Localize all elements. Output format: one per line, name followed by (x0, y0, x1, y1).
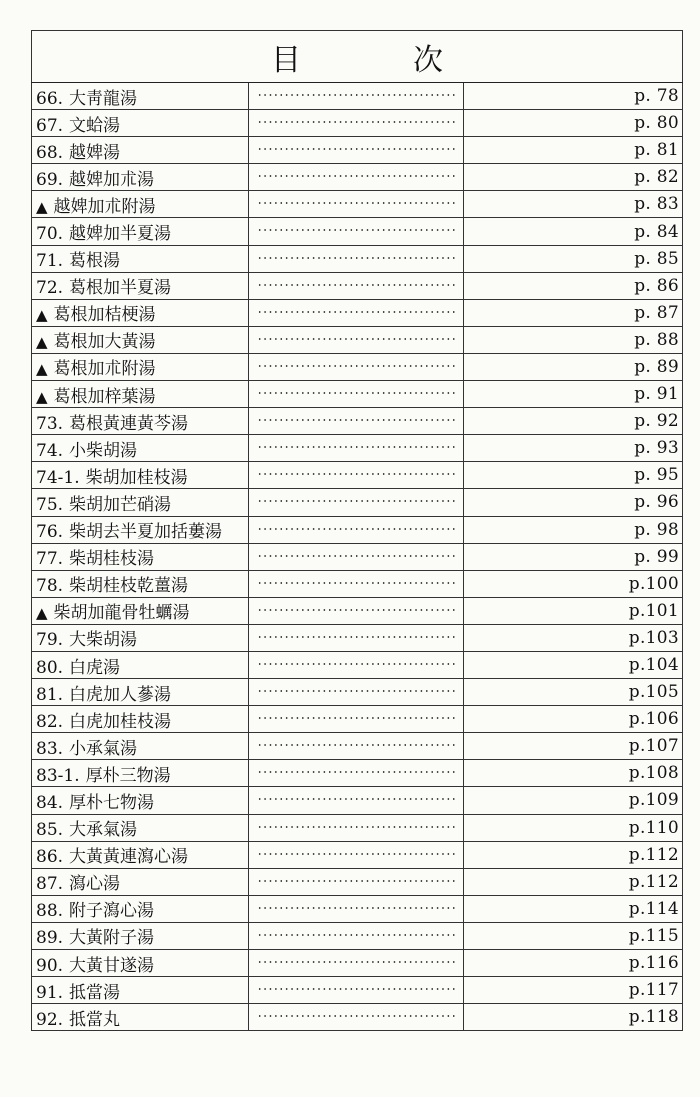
entry-number: 92. (36, 1009, 64, 1030)
entry-page-number: p.109 (464, 787, 683, 814)
toc-entry-row (32, 326, 683, 353)
toc-entry-row (32, 245, 683, 272)
entry-number: 84. (36, 792, 64, 813)
dot-leader (249, 950, 464, 977)
dot-leader (249, 543, 464, 570)
toc-entry-row (32, 1004, 683, 1031)
entry-name-cell (32, 245, 249, 272)
entry-page-number: p. 83 (464, 191, 683, 218)
entry-number: 74-1. (36, 467, 80, 488)
entry-name-cell (32, 1004, 249, 1031)
title-char-1: 目 (271, 42, 302, 78)
entry-title: 越婢加朮湯 (69, 169, 155, 190)
entry-name-cell (32, 950, 249, 977)
entry-page-number: p. 88 (464, 326, 683, 353)
entry-number: 83-1. (36, 765, 80, 786)
entry-number: 79. (36, 630, 64, 651)
toc-entry-row (32, 435, 683, 462)
entry-title: 葛根加朮附湯 (53, 359, 156, 380)
entry-number: 74. (36, 440, 64, 461)
entry-name-cell (32, 787, 249, 814)
entry-number: 75. (36, 494, 64, 515)
toc-entry-row (32, 651, 683, 678)
entry-page-number: p.103 (464, 624, 683, 651)
toc-entry-row (32, 137, 683, 164)
entry-number: 78. (36, 576, 64, 597)
dot-leader (249, 83, 464, 110)
entry-page-number: p.112 (464, 841, 683, 868)
entry-title: 大靑龍湯 (69, 88, 138, 109)
entry-page-number: p. 82 (464, 164, 683, 191)
dot-leader (249, 381, 464, 408)
entry-title: 柴胡桂枝乾薑湯 (69, 576, 189, 597)
dot-leader (249, 489, 464, 516)
entry-page-number: p. 93 (464, 435, 683, 462)
entry-number: 66. (36, 88, 64, 109)
entry-number: 82. (36, 711, 64, 732)
toc-entry-row (32, 353, 683, 380)
entry-page-number: p. 80 (464, 110, 683, 137)
entry-name-cell (32, 814, 249, 841)
dot-leader (249, 787, 464, 814)
entry-title: 葛根湯 (69, 251, 121, 272)
entry-page-number: p.100 (464, 570, 683, 597)
dot-leader (249, 435, 464, 462)
entry-title: 抵當丸 (69, 1009, 121, 1030)
entry-title: 葛根加梓葉湯 (53, 386, 156, 407)
entry-title: 大黃黃連瀉心湯 (69, 847, 189, 868)
entry-number: 87. (36, 874, 64, 895)
dot-leader (249, 408, 464, 435)
entry-page-number: p. 86 (464, 272, 683, 299)
entry-number: 80. (36, 657, 64, 678)
dot-leader (249, 272, 464, 299)
entry-name-cell (32, 516, 249, 543)
entry-page-number: p. 92 (464, 408, 683, 435)
entry-number: 89. (36, 928, 64, 949)
entry-name-cell (32, 543, 249, 570)
entry-title: 大黃甘遂湯 (69, 955, 155, 976)
toc-entry-row (32, 895, 683, 922)
toc-entry-row (32, 381, 683, 408)
entry-number: 73. (36, 413, 64, 434)
entry-page-number: p. 84 (464, 218, 683, 245)
entry-title: 小柴胡湯 (69, 440, 138, 461)
entry-name-cell (32, 977, 249, 1004)
entry-number: 72. (36, 278, 64, 299)
entry-name-cell (32, 272, 249, 299)
entry-title: 葛根加半夏湯 (69, 278, 172, 299)
toc-entry-row (32, 733, 683, 760)
entry-number: 76. (36, 522, 64, 543)
entry-page-number: p. 81 (464, 137, 683, 164)
entry-number: 70. (36, 224, 64, 245)
dot-leader (249, 462, 464, 489)
toc-entry-row (32, 570, 683, 597)
entry-title: 白虎湯 (69, 657, 121, 678)
toc-body (32, 83, 683, 1031)
dot-leader (249, 706, 464, 733)
entry-page-number: p.101 (464, 597, 683, 624)
entry-name-cell (32, 489, 249, 516)
entry-number: 68. (36, 142, 64, 163)
toc-entry-row (32, 814, 683, 841)
dot-leader (249, 624, 464, 651)
toc-entry-row (32, 408, 683, 435)
entry-title: 厚朴七物湯 (69, 792, 155, 813)
entry-page-number: p.108 (464, 760, 683, 787)
entry-number: 77. (36, 549, 64, 570)
entry-number: 67. (36, 115, 64, 136)
dot-leader (249, 570, 464, 597)
entry-title: 大黃附子湯 (69, 928, 155, 949)
entry-title: 小承氣湯 (69, 738, 138, 759)
dot-leader (249, 733, 464, 760)
toc-entry-row (32, 83, 683, 110)
dot-leader (249, 191, 464, 218)
entry-title: 越婢加半夏湯 (69, 224, 172, 245)
triangle-marker-icon: ▲ (36, 360, 48, 379)
triangle-marker-icon: ▲ (36, 604, 48, 623)
dot-leader (249, 977, 464, 1004)
dot-leader (249, 1004, 464, 1031)
entry-name-cell (32, 760, 249, 787)
entry-page-number: p. 78 (464, 83, 683, 110)
entry-page-number: p. 91 (464, 381, 683, 408)
dot-leader (249, 760, 464, 787)
entry-page-number: p.114 (464, 895, 683, 922)
entry-name-cell (32, 570, 249, 597)
entry-title: 葛根黃連黃芩湯 (69, 413, 189, 434)
dot-leader (249, 841, 464, 868)
entry-page-number: p.115 (464, 922, 683, 949)
entry-name-cell (32, 191, 249, 218)
entry-name-cell (32, 597, 249, 624)
entry-number: 81. (36, 684, 64, 705)
title-char-2: 次 (413, 42, 444, 78)
toc-entry-row (32, 679, 683, 706)
triangle-marker-icon: ▲ (36, 333, 48, 352)
entry-page-number: p.118 (464, 1004, 683, 1031)
entry-page-number: p.112 (464, 868, 683, 895)
entry-name-cell (32, 164, 249, 191)
dot-leader (249, 326, 464, 353)
entry-name-cell (32, 110, 249, 137)
entry-title: 柴胡加芒硝湯 (69, 494, 172, 515)
entry-number: 90. (36, 955, 64, 976)
dot-leader (249, 651, 464, 678)
entry-number: 85. (36, 820, 64, 841)
entry-name-cell (32, 733, 249, 760)
entry-page-number: p. 96 (464, 489, 683, 516)
toc-entry-row (32, 760, 683, 787)
toc-entry-row (32, 841, 683, 868)
dot-leader (249, 868, 464, 895)
entry-title: 抵當湯 (69, 982, 121, 1003)
entry-page-number: p. 95 (464, 462, 683, 489)
entry-name-cell (32, 624, 249, 651)
entry-name-cell (32, 137, 249, 164)
table-of-contents (31, 30, 683, 1031)
toc-entry-row (32, 597, 683, 624)
toc-entry-row (32, 516, 683, 543)
entry-page-number: p.116 (464, 950, 683, 977)
entry-page-number: p.105 (464, 679, 683, 706)
dot-leader (249, 814, 464, 841)
entry-title: 文蛤湯 (69, 115, 121, 136)
toc-entry-row (32, 950, 683, 977)
entry-title: 白虎加人蔘湯 (69, 684, 172, 705)
entry-number: 88. (36, 901, 64, 922)
toc-entry-row (32, 164, 683, 191)
dot-leader (249, 137, 464, 164)
entry-name-cell (32, 218, 249, 245)
entry-number: 69. (36, 169, 64, 190)
entry-number: 83. (36, 738, 64, 759)
toc-entry-row (32, 706, 683, 733)
entry-page-number: p. 89 (464, 353, 683, 380)
entry-title: 越婢湯 (69, 142, 121, 163)
entry-title: 大柴胡湯 (69, 630, 138, 651)
entry-title: 葛根加大黃湯 (53, 332, 156, 353)
toc-entry-row (32, 489, 683, 516)
entry-page-number: p. 98 (464, 516, 683, 543)
entry-title: 瀉心湯 (69, 874, 121, 895)
toc-entry-row (32, 543, 683, 570)
entry-title: 附子瀉心湯 (69, 901, 155, 922)
entry-name-cell (32, 922, 249, 949)
dot-leader (249, 110, 464, 137)
dot-leader (249, 922, 464, 949)
entry-number: 71. (36, 251, 64, 272)
entry-name-cell (32, 679, 249, 706)
entry-name-cell (32, 841, 249, 868)
toc-entry-row (32, 624, 683, 651)
entry-page-number: p. 87 (464, 299, 683, 326)
dot-leader (249, 353, 464, 380)
entry-name-cell (32, 435, 249, 462)
entry-title: 大承氣湯 (69, 820, 138, 841)
entry-name-cell (32, 895, 249, 922)
entry-page-number: p.104 (464, 651, 683, 678)
toc-entry-row (32, 272, 683, 299)
dot-leader (249, 679, 464, 706)
toc-entry-row (32, 977, 683, 1004)
entry-page-number: p.106 (464, 706, 683, 733)
dot-leader (249, 164, 464, 191)
entry-number: 91. (36, 982, 64, 1003)
entry-name-cell (32, 651, 249, 678)
entry-title: 柴胡加龍骨牡蠣湯 (53, 603, 190, 624)
dot-leader (249, 218, 464, 245)
entry-title: 厚朴三物湯 (85, 765, 171, 786)
entry-name-cell (32, 868, 249, 895)
page-title (32, 31, 683, 83)
entry-name-cell (32, 299, 249, 326)
entry-page-number: p. 99 (464, 543, 683, 570)
triangle-marker-icon: ▲ (36, 306, 48, 325)
entry-page-number: p.117 (464, 977, 683, 1004)
entry-page-number: p.110 (464, 814, 683, 841)
entry-name-cell (32, 408, 249, 435)
toc-entry-row (32, 787, 683, 814)
entry-name-cell (32, 326, 249, 353)
toc-entry-row (32, 462, 683, 489)
toc-entry-row (32, 218, 683, 245)
triangle-marker-icon: ▲ (36, 197, 48, 216)
entry-name-cell (32, 706, 249, 733)
toc-header-row (32, 31, 683, 83)
entry-name-cell (32, 381, 249, 408)
toc-entry-row (32, 191, 683, 218)
toc-entry-row (32, 110, 683, 137)
triangle-marker-icon: ▲ (36, 387, 48, 406)
entry-name-cell (32, 83, 249, 110)
dot-leader (249, 299, 464, 326)
toc-entry-row (32, 868, 683, 895)
dot-leader (249, 597, 464, 624)
entry-title: 越婢加朮附湯 (53, 196, 156, 217)
dot-leader (249, 516, 464, 543)
dot-leader (249, 895, 464, 922)
entry-number: 86. (36, 847, 64, 868)
entry-name-cell (32, 353, 249, 380)
entry-title: 柴胡加桂枝湯 (85, 467, 188, 488)
entry-title: 葛根加桔梗湯 (53, 305, 156, 326)
dot-leader (249, 245, 464, 272)
entry-title: 柴胡桂枝湯 (69, 549, 155, 570)
toc-entry-row (32, 922, 683, 949)
entry-page-number: p.107 (464, 733, 683, 760)
entry-title: 白虎加桂枝湯 (69, 711, 172, 732)
entry-name-cell (32, 462, 249, 489)
toc-entry-row (32, 299, 683, 326)
entry-page-number: p. 85 (464, 245, 683, 272)
entry-title: 柴胡去半夏加括蔞湯 (69, 522, 223, 543)
